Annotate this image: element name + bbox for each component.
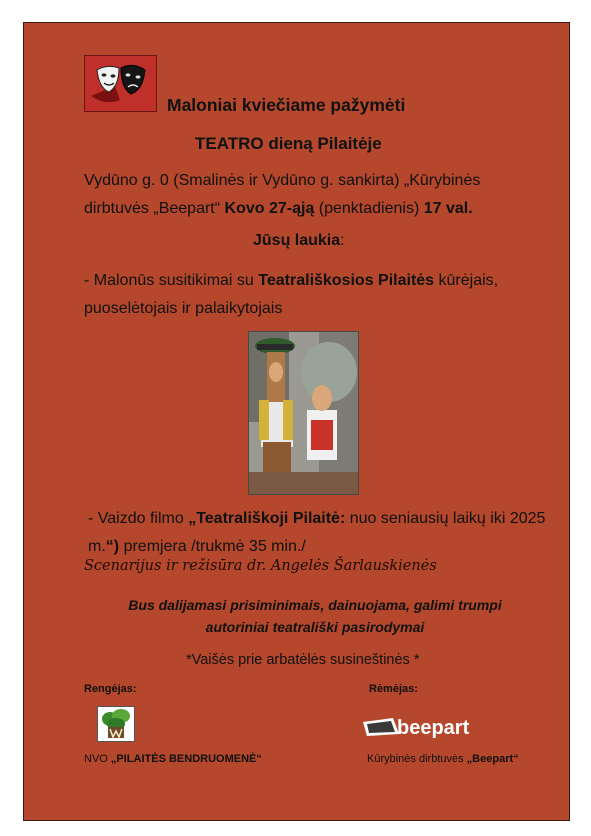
film-title: „Teatrališkoji Pilaitė: [188, 510, 346, 527]
beepart-logo [363, 712, 483, 742]
wooden-puppets-photo [248, 331, 359, 495]
sponsor-name-bold: „Beepart“ [466, 753, 519, 765]
theatre-masks-icon [84, 55, 157, 112]
invitation-headline: Maloniai kviečiame pažymėti [167, 95, 406, 115]
sponsor-prefix: Kūrybinės dirbtuvės [367, 753, 464, 765]
awaits-label: Jūsų laukia [253, 232, 341, 249]
meetings-bold: Teatrališkosios Pilaitės [258, 272, 435, 289]
sponsor-name [367, 753, 519, 765]
event-date: Kovo 27-ąją [224, 200, 315, 217]
film-prefix: - Vaizdo filmo [88, 510, 184, 527]
venue-paragraph [84, 167, 544, 223]
pilaite-community-logo [97, 706, 135, 742]
program-item-film [88, 505, 548, 561]
organizer-prefix: NVO [84, 753, 108, 765]
event-highlights: Bus dalijamasi prisiminimais, dainuojama, galimi trumpi autoriniai teatrališki pasirodymai [128, 597, 502, 635]
organizer-name [84, 753, 262, 765]
program-item-meetings [84, 267, 544, 323]
beepart-logo-text: beepart [397, 717, 470, 739]
film-duration: premjera /trukmė 35 min./ [123, 538, 306, 555]
event-title: TEATRO dieną Pilaitėje [195, 134, 382, 153]
sponsor-label: Rėmėjas: [369, 683, 418, 695]
meetings-prefix: - Malonūs susitikimai su [84, 272, 254, 289]
venue-address: Vydūno g. 0 (Smalinės ir Vydūno g. sankirta) „Kūrybinės dirbtuvės „Beepart“ [84, 172, 481, 217]
event-weekday: (penktadienis) [318, 200, 420, 217]
awaits-heading [253, 232, 345, 250]
film-subtitle: nuo seniausių laikų iki 2025 m. [88, 510, 546, 555]
refreshments-note: *Vaišės prie arbatėlės susineštinės * [186, 652, 420, 668]
organizer-name-bold: „PILAITĖS BENDRUOMENĖ“ [110, 753, 262, 765]
event-time: 17 val. [423, 200, 473, 217]
awaits-colon: : [340, 232, 345, 249]
script-credit: Scenarijus ir režisūra dr. Angelės Šarlauskienės [84, 558, 437, 574]
organizer-label: Rengėjas: [84, 683, 137, 695]
film-title-close: “) [105, 538, 120, 555]
meetings-suffix: kūrėjais, puoselėtojais ir palaikytojais [84, 272, 499, 317]
